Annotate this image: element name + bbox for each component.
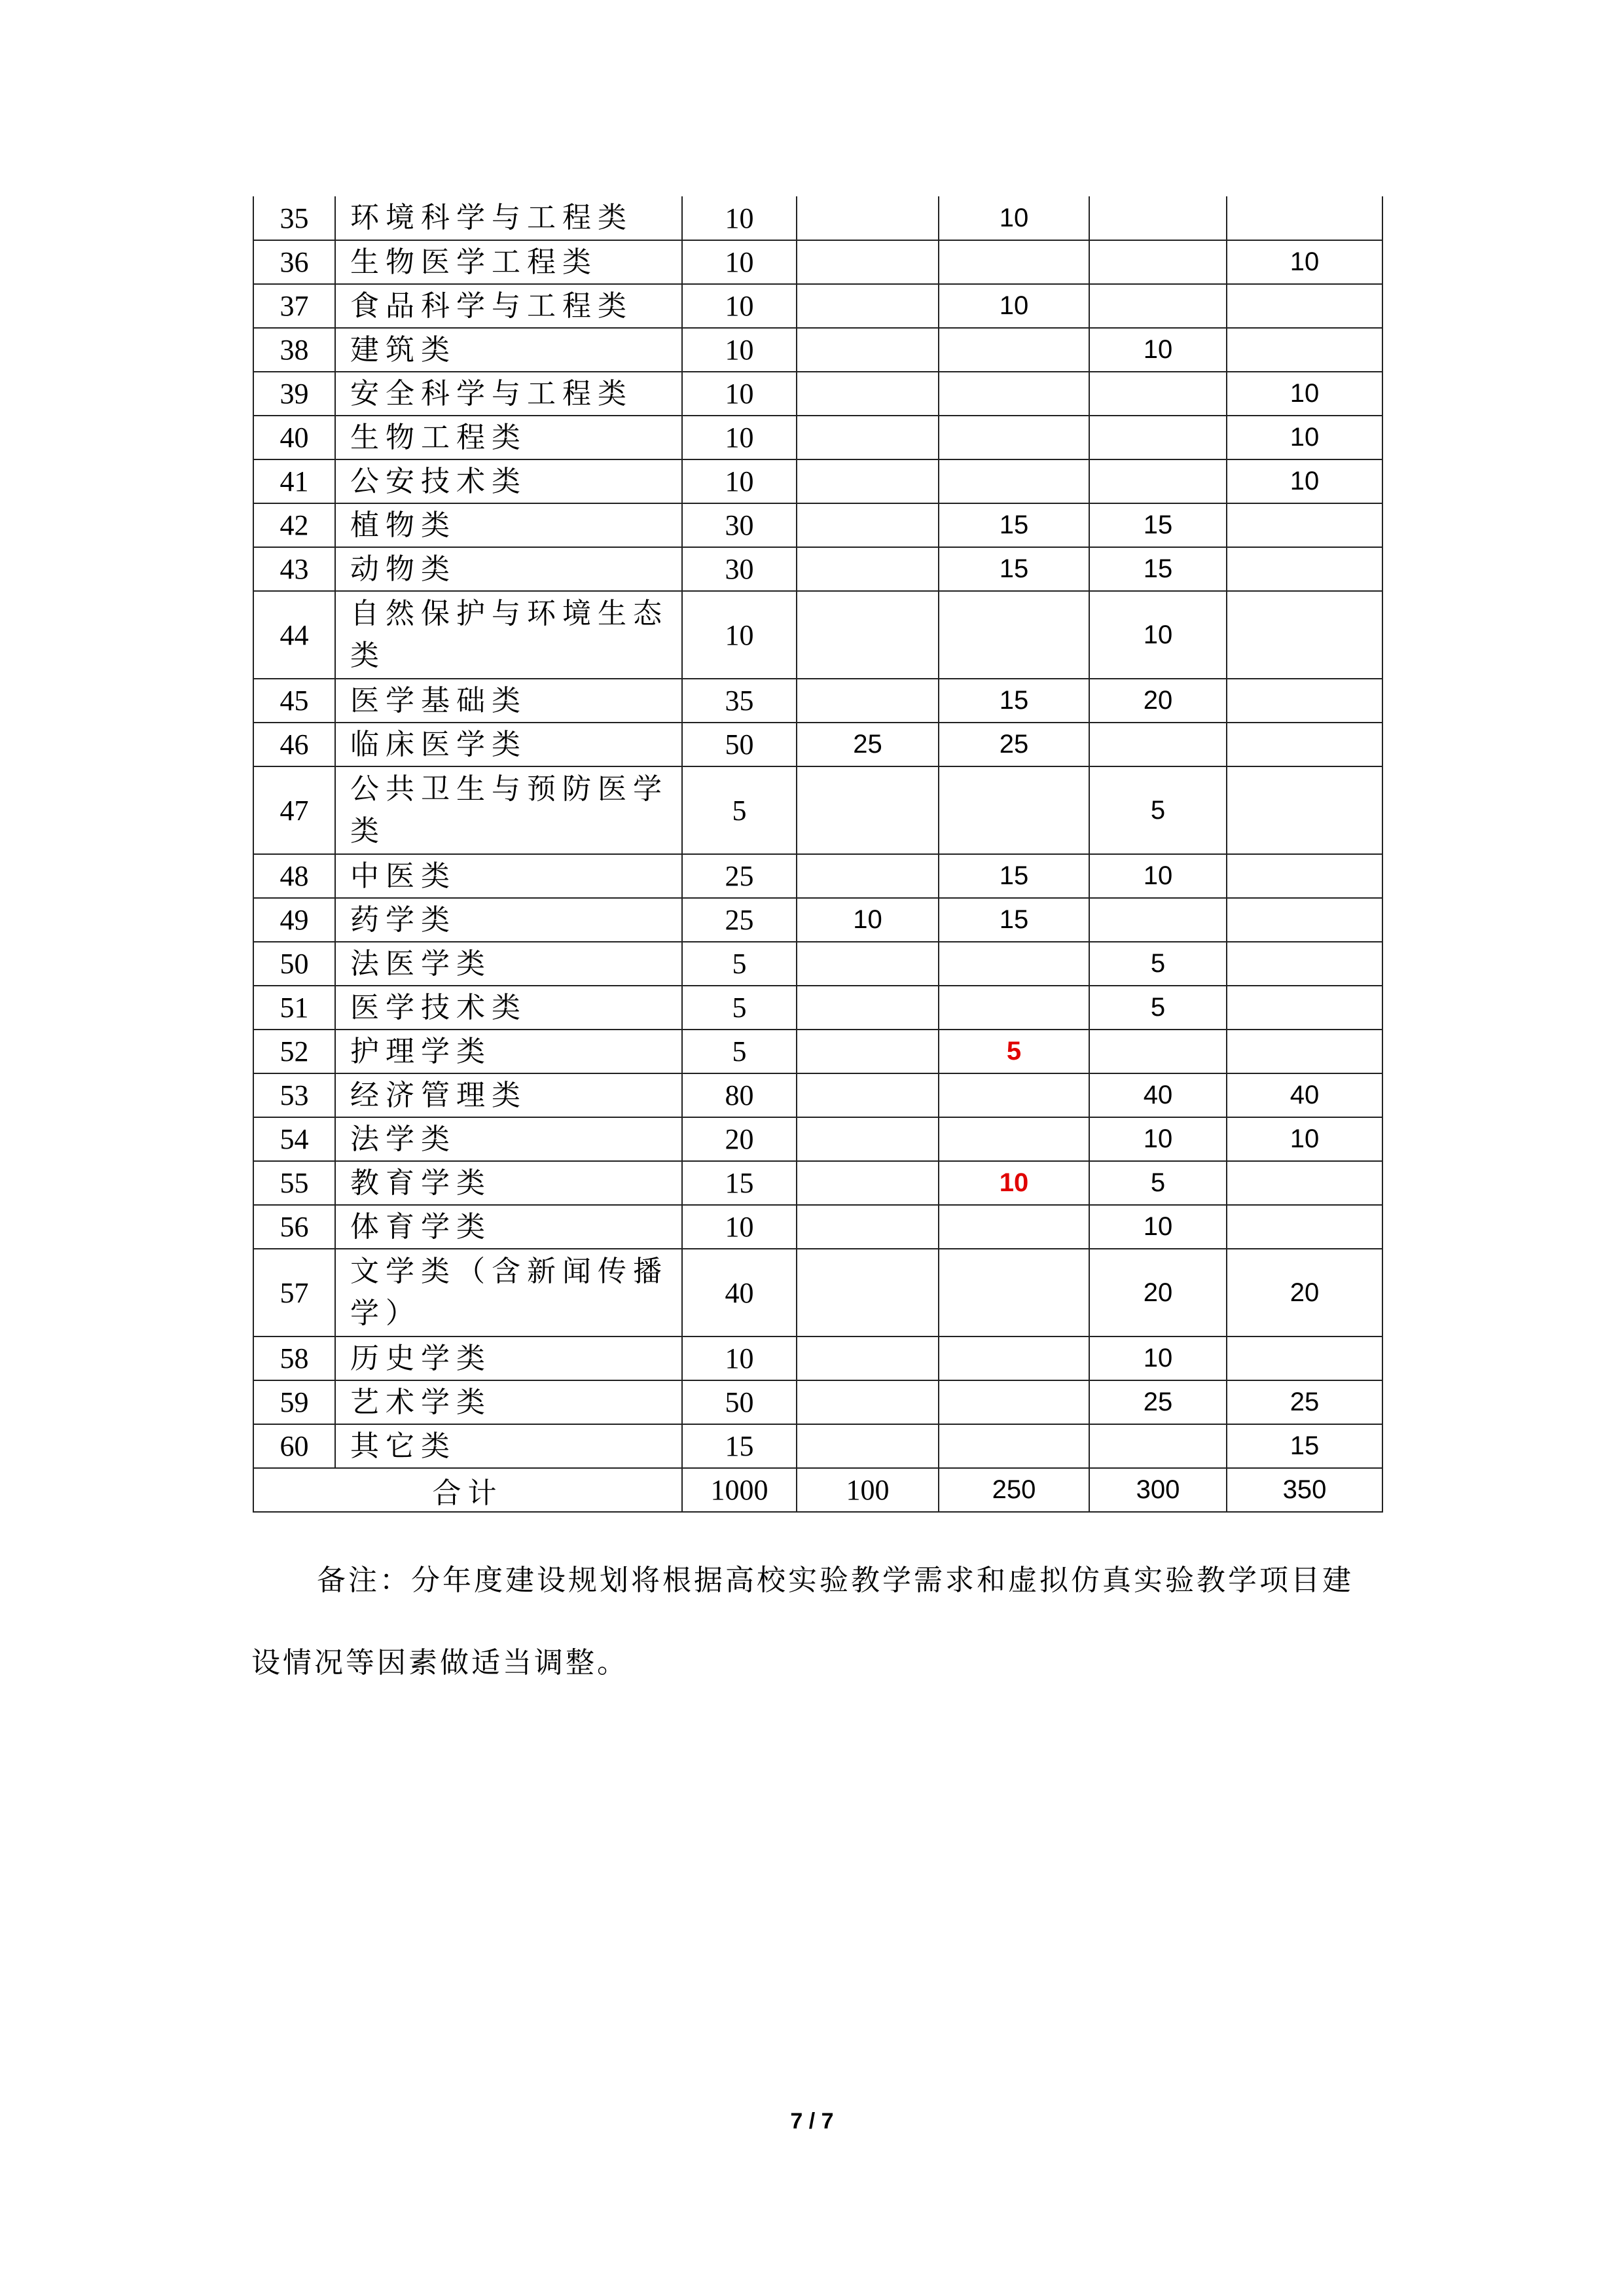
table-row [253,1424,1382,1468]
table-row [253,459,1382,503]
row-number: 37 [253,284,335,328]
page-number: 7 / 7 [790,2109,834,2134]
value-c1 [797,328,939,372]
table-row [253,503,1382,547]
table-row [253,372,1382,416]
value-c4 [1227,679,1382,723]
row-total: 15 [682,1424,797,1468]
value-c1 [797,547,939,591]
category-name: 中医类 [335,854,682,898]
value-c2: 15 [939,503,1089,547]
value-c2 [939,416,1089,459]
row-number: 58 [253,1336,335,1380]
value-c3 [1089,240,1227,284]
table-row [253,591,1382,679]
row-total: 5 [682,942,797,986]
table-row [253,679,1382,723]
value-c2 [939,372,1089,416]
row-total: 30 [682,503,797,547]
table-row [253,1073,1382,1117]
value-c3 [1089,459,1227,503]
value-c1 [797,459,939,503]
value-c1 [797,372,939,416]
row-total: 5 [682,766,797,854]
value-c2 [939,459,1089,503]
value-c4 [1227,1161,1382,1205]
row-total: 10 [682,1205,797,1249]
row-total: 40 [682,1249,797,1336]
value-c1 [797,1336,939,1380]
value-c4 [1227,766,1382,854]
category-name: 医学基础类 [335,679,682,723]
value-c2 [939,766,1089,854]
value-c3: 20 [1089,1249,1227,1336]
summary-c1: 100 [797,1468,939,1512]
value-c4 [1227,723,1382,766]
category-name: 教育学类 [335,1161,682,1205]
category-name: 法医学类 [335,942,682,986]
row-total: 80 [682,1073,797,1117]
value-c2: 10 [939,1161,1089,1205]
row-total: 30 [682,547,797,591]
category-name: 食品科学与工程类 [335,284,682,328]
row-total: 50 [682,1380,797,1424]
row-number: 38 [253,328,335,372]
value-c3 [1089,1030,1227,1073]
value-c4 [1227,284,1382,328]
category-name: 护理学类 [335,1030,682,1073]
category-name: 医学技术类 [335,986,682,1030]
row-number: 57 [253,1249,335,1336]
row-number: 39 [253,372,335,416]
value-c1 [797,986,939,1030]
category-name: 药学类 [335,898,682,942]
value-c3: 25 [1089,1380,1227,1424]
value-c4: 10 [1227,416,1382,459]
row-number: 51 [253,986,335,1030]
category-name: 历史学类 [335,1336,682,1380]
row-number: 49 [253,898,335,942]
table-row [253,1117,1382,1161]
value-c2 [939,591,1089,679]
row-number: 43 [253,547,335,591]
value-c3: 15 [1089,503,1227,547]
value-c1 [797,942,939,986]
note-paragraph: 备注：分年度建设规划将根据高校实验教学需求和虚拟仿真实验教学项目建设情况等因素做适当调整。 [251,1564,1354,1679]
value-c4 [1227,547,1382,591]
value-c1 [797,766,939,854]
category-name: 艺术学类 [335,1380,682,1424]
value-c4 [1227,1205,1382,1249]
value-c2: 15 [939,547,1089,591]
row-number: 45 [253,679,335,723]
value-c3: 40 [1089,1073,1227,1117]
value-c2: 15 [939,898,1089,942]
value-c1 [797,1424,939,1468]
value-c1 [797,1249,939,1336]
value-c3: 5 [1089,986,1227,1030]
value-c2: 15 [939,854,1089,898]
row-total: 25 [682,898,797,942]
table-row [253,1249,1382,1336]
value-c4 [1227,1030,1382,1073]
row-total: 10 [682,1336,797,1380]
row-total: 10 [682,196,797,240]
value-c4 [1227,898,1382,942]
table-row [253,942,1382,986]
row-number: 48 [253,854,335,898]
row-total: 5 [682,986,797,1030]
value-c3: 10 [1089,1205,1227,1249]
table-body [253,196,1382,1512]
value-c4: 15 [1227,1424,1382,1468]
row-number: 52 [253,1030,335,1073]
row-number: 47 [253,766,335,854]
row-total: 20 [682,1117,797,1161]
value-c4: 10 [1227,1117,1382,1161]
row-number: 41 [253,459,335,503]
value-c4 [1227,986,1382,1030]
row-total: 10 [682,459,797,503]
row-total: 10 [682,284,797,328]
table-row [253,416,1382,459]
category-name: 建筑类 [335,328,682,372]
row-number: 56 [253,1205,335,1249]
value-c2 [939,1380,1089,1424]
value-c3: 5 [1089,942,1227,986]
row-total: 10 [682,240,797,284]
row-number: 53 [253,1073,335,1117]
value-c3: 10 [1089,328,1227,372]
value-c4 [1227,1336,1382,1380]
category-name: 自然保护与环境生态类 [335,591,682,679]
value-c1 [797,416,939,459]
value-c1: 10 [797,898,939,942]
summary-c3: 300 [1089,1468,1227,1512]
row-total: 5 [682,1030,797,1073]
category-name: 植物类 [335,503,682,547]
row-total: 10 [682,591,797,679]
value-c4 [1227,591,1382,679]
category-name: 体育学类 [335,1205,682,1249]
value-c4 [1227,942,1382,986]
value-c2 [939,942,1089,986]
value-c2 [939,1117,1089,1161]
value-c3: 10 [1089,1336,1227,1380]
category-name: 生物工程类 [335,416,682,459]
value-c2: 25 [939,723,1089,766]
value-c4: 10 [1227,240,1382,284]
value-c2 [939,1424,1089,1468]
value-c3: 5 [1089,766,1227,854]
value-c2: 15 [939,679,1089,723]
table-row [253,328,1382,372]
plan-table [253,196,1383,1513]
row-number: 55 [253,1161,335,1205]
value-c2: 10 [939,196,1089,240]
value-c1 [797,1030,939,1073]
row-total: 10 [682,328,797,372]
value-c4: 25 [1227,1380,1382,1424]
row-number: 59 [253,1380,335,1424]
row-total: 15 [682,1161,797,1205]
value-c4: 20 [1227,1249,1382,1336]
summary-total: 1000 [682,1468,797,1512]
row-number: 46 [253,723,335,766]
table-row [253,1205,1382,1249]
category-name: 动物类 [335,547,682,591]
value-c2 [939,240,1089,284]
value-c3 [1089,898,1227,942]
value-c2 [939,1336,1089,1380]
category-name: 安全科学与工程类 [335,372,682,416]
table-row [253,766,1382,854]
category-name: 环境科学与工程类 [335,196,682,240]
value-c2 [939,1205,1089,1249]
value-c4: 40 [1227,1073,1382,1117]
table-row [253,547,1382,591]
category-name: 其它类 [335,1424,682,1468]
row-total: 10 [682,416,797,459]
row-number: 44 [253,591,335,679]
value-c4: 10 [1227,372,1382,416]
value-c2: 10 [939,284,1089,328]
value-c3: 10 [1089,1117,1227,1161]
value-c3 [1089,416,1227,459]
value-c2 [939,1073,1089,1117]
value-c1 [797,503,939,547]
value-c1 [797,1117,939,1161]
summary-c2: 250 [939,1468,1089,1512]
value-c2: 5 [939,1030,1089,1073]
value-c1 [797,196,939,240]
row-number: 35 [253,196,335,240]
value-c3: 10 [1089,854,1227,898]
row-number: 50 [253,942,335,986]
value-c1 [797,240,939,284]
table-row [253,898,1382,942]
table-row [253,1336,1382,1380]
table-row [253,723,1382,766]
value-c4: 10 [1227,459,1382,503]
value-c2 [939,1249,1089,1336]
table-row [253,240,1382,284]
value-c3: 15 [1089,547,1227,591]
category-name: 临床医学类 [335,723,682,766]
summary-row [253,1468,1382,1512]
value-c3 [1089,723,1227,766]
value-c3 [1089,372,1227,416]
value-c1 [797,1161,939,1205]
category-name: 文学类（含新闻传播学） [335,1249,682,1336]
row-total: 50 [682,723,797,766]
row-total: 10 [682,372,797,416]
category-name: 公共卫生与预防医学类 [335,766,682,854]
value-c3: 5 [1089,1161,1227,1205]
value-c1 [797,1380,939,1424]
row-total: 35 [682,679,797,723]
table-row [253,284,1382,328]
value-c4 [1227,328,1382,372]
value-c4 [1227,854,1382,898]
row-number: 40 [253,416,335,459]
row-total: 25 [682,854,797,898]
value-c3 [1089,284,1227,328]
table-row [253,854,1382,898]
row-number: 42 [253,503,335,547]
value-c3 [1089,1424,1227,1468]
category-name: 法学类 [335,1117,682,1161]
value-c1: 25 [797,723,939,766]
row-number: 60 [253,1424,335,1468]
summary-label: 合计 [253,1468,682,1512]
table-row [253,196,1382,240]
value-c2 [939,328,1089,372]
table-row [253,1380,1382,1424]
category-name: 公安技术类 [335,459,682,503]
value-c3: 20 [1089,679,1227,723]
table-row [253,986,1382,1030]
value-c3: 10 [1089,591,1227,679]
value-c3 [1089,196,1227,240]
value-c4 [1227,503,1382,547]
value-c1 [797,591,939,679]
value-c1 [797,284,939,328]
category-name: 经济管理类 [335,1073,682,1117]
category-name: 生物医学工程类 [335,240,682,284]
row-number: 36 [253,240,335,284]
table-row [253,1161,1382,1205]
value-c1 [797,854,939,898]
value-c1 [797,1205,939,1249]
value-c1 [797,679,939,723]
value-c1 [797,1073,939,1117]
value-c2 [939,986,1089,1030]
summary-c4: 350 [1227,1468,1382,1512]
row-number: 54 [253,1117,335,1161]
table-row [253,1030,1382,1073]
value-c4 [1227,196,1382,240]
